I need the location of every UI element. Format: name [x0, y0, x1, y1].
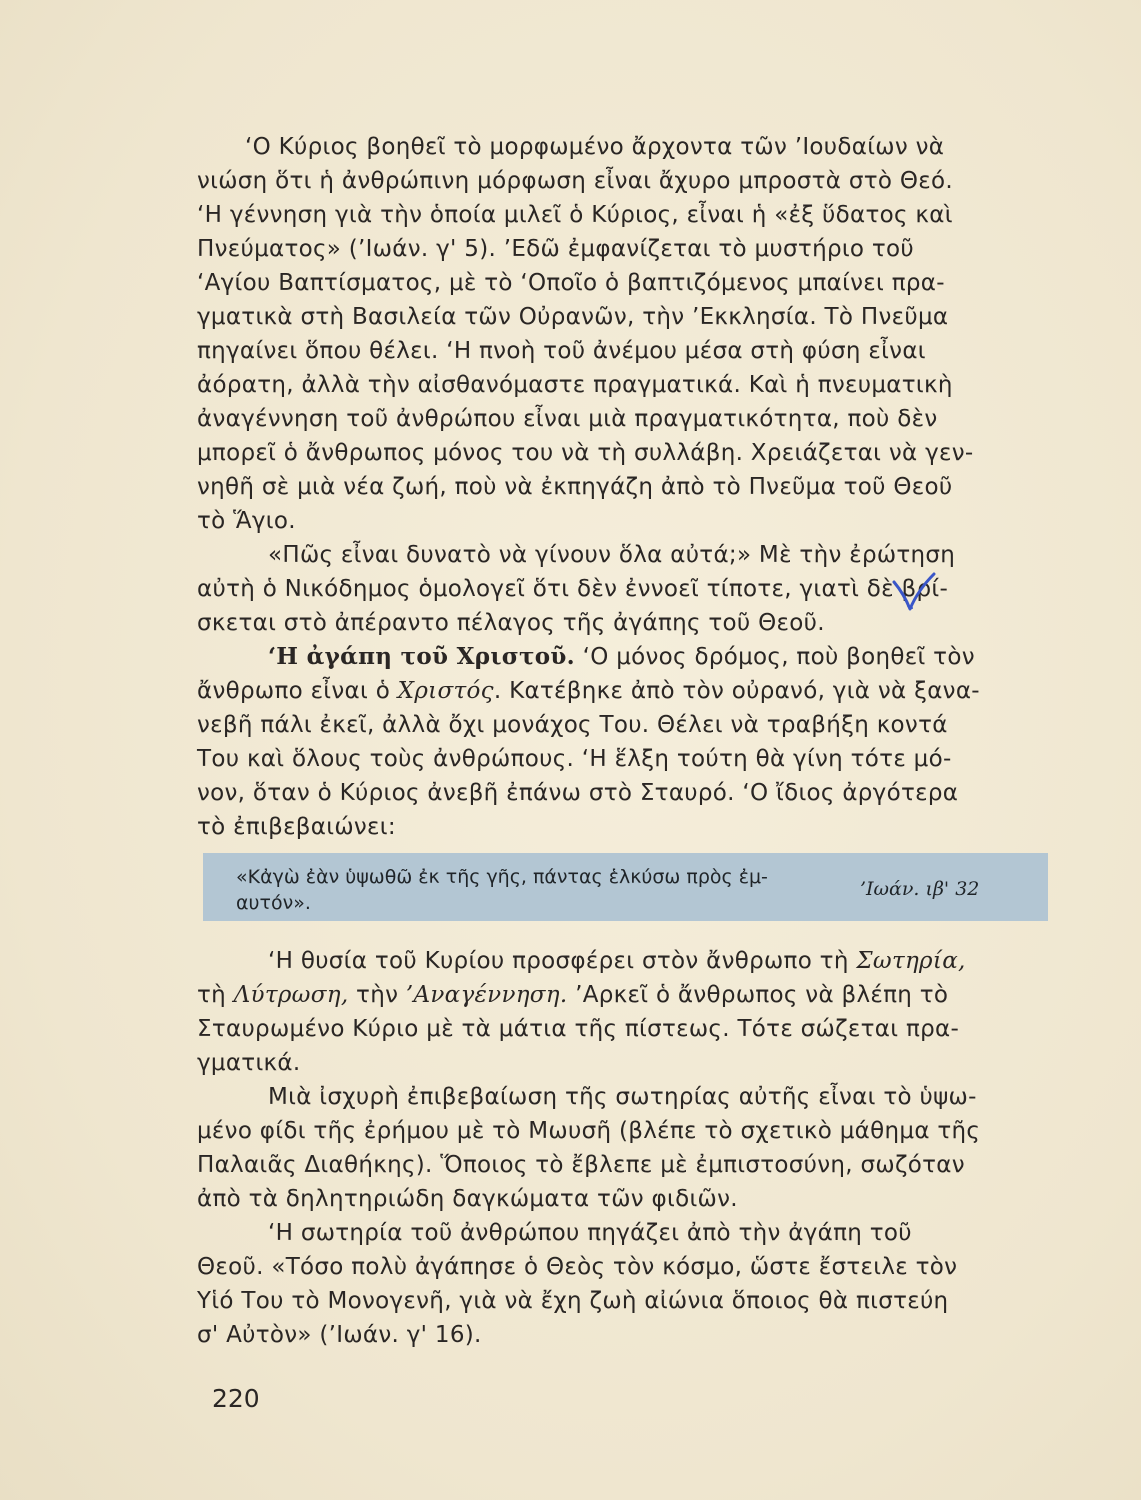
body-line: τὸ ἐπιβεβαιώνει: — [197, 814, 396, 840]
body-line: αὐτὴ ὁ Νικόδημος ὁμολογεῖ ὅτι δὲν ἐννοεῖ τίποτε, γιατὶ δὲ βρί- — [197, 576, 949, 602]
body-line: ‘Ο Κύριος βοηθεῖ τὸ μορφωμένο ἄρχοντα τῶν ’Ιουδαίων νὰ — [245, 134, 945, 160]
body-line: ‘Αγίου Βαπτίσματος, μὲ τὸ ‘Οποῖο ὁ βαπτιζόμενος μπαίνει πρα- — [197, 270, 945, 296]
quote-line: «Κἀγὼ ἐὰν ὑψωθῶ ἐκ τῆς γῆς, πάντας ἑλκύσω πρὸς ἐμ- — [236, 866, 768, 888]
body-line: μπορεῖ ὁ ἄνθρωπος μόνος του νὰ τὴ συλλάβη. Χρειάζεται νὰ γεν- — [197, 440, 974, 466]
body-text: . Κατέβηκε ἀπὸ τὸν οὐρανό, γιὰ νὰ ξανα- — [493, 678, 980, 704]
body-line: τὸ Ἅγιο. — [197, 508, 296, 534]
body-line: μένο φίδι τῆς ἐρήμου μὲ τὸ Μωυσῆ (βλέπε τὸ σχετικὸ μάθημα τῆς — [197, 1118, 981, 1144]
emphasis-text: Λύτρωση, — [233, 982, 349, 1008]
body-line — [268, 944, 1037, 978]
body-line — [197, 978, 1037, 1012]
body-text: ἄνθρωπο εἶναι ὁ — [197, 678, 398, 704]
body-line: «Πῶς εἶναι δυνατὸ νὰ γίνουν ὅλα αὐτά;» Μὲ τὴν ἐρώτηση — [268, 542, 956, 568]
emphasis-text: ’Αναγέννηση. — [405, 982, 568, 1008]
body-line: νεβῆ πάλι ἐκεῖ, ἀλλὰ ὄχι μονάχος Του. Θέλει νὰ τραβήξη κοντά — [197, 712, 948, 738]
body-text: ‘Η θυσία τοῦ Κυρίου προσφέρει στὸν ἄνθρωπο τὴ — [268, 948, 857, 974]
body-line: Πνεύματος» (’Ιωάν. γ' 5). ’Εδῶ ἐμφανίζεται τὸ μυστήριο τοῦ — [197, 236, 915, 262]
emphasis-text: Σωτηρία, — [856, 948, 966, 974]
body-line: ‘Η σωτηρία τοῦ ἀνθρώπου πηγάζει ἀπὸ τὴν ἀγάπη τοῦ — [268, 1220, 912, 1246]
body-line: Θεοῦ. «Τόσο πολὺ ἀγάπησε ὁ Θεὸς τὸν κόσμο, ὥστε ἔστειλε τὸν — [197, 1254, 958, 1280]
body-line: νον, ὅταν ὁ Κύριος ἀνεβῆ ἐπάνω στὸ Σταυρό. ‘Ο ἴδιος ἀργότερα — [197, 780, 959, 806]
body-line — [197, 674, 1037, 708]
body-line: Μιὰ ἰσχυρὴ ἐπιβεβαίωση τῆς σωτηρίας αὐτῆς εἶναι τὸ ὑψω- — [268, 1084, 977, 1110]
body-line: νηθῆ σὲ μιὰ νέα ζωή, ποὺ νὰ ἐκπηγάζη ἀπὸ τὸ Πνεῦμα τοῦ Θεοῦ — [197, 474, 953, 500]
body-line: ἀναγέννηση τοῦ ἀνθρώπου εἶναι μιὰ πραγματικότητα, ποὺ δὲν — [197, 406, 938, 432]
body-text: ‘Ο μόνος δρόμος, ποὺ βοηθεῖ τὸν — [574, 644, 975, 670]
body-line: πηγαίνει ὅπου θέλει. ‘Η πνοὴ τοῦ ἀνέμου μέσα στὴ φύση εἶναι — [197, 338, 926, 364]
body-line: Του καὶ ὅλους τοὺς ἀνθρώπους. ‘Η ἕλξη τούτη θὰ γίνη τότε μό- — [197, 746, 952, 772]
body-line: γματικά. — [197, 1050, 301, 1076]
body-line: γματικὰ στὴ Βασιλεία τῶν Οὐρανῶν, τὴν ’Εκκλησία. Τὸ Πνεῦμα — [197, 304, 949, 330]
body-line: νιώση ὅτι ἡ ἀνθρώπινη μόρφωση εἶναι ἄχυρο μπροστὰ στὸ Θεό. — [197, 168, 953, 194]
quote-reference: ’Ιωάν. ιβ' 32 — [860, 878, 980, 900]
body-text: τὴν — [348, 982, 406, 1008]
quote-line: αυτόν». — [236, 892, 311, 914]
body-line: ‘Η γέννηση γιὰ τὴν ὁποία μιλεῖ ὁ Κύριος, εἶναι ἡ «ἐξ ὕδατος καὶ — [197, 202, 953, 228]
emphasis-text: Χριστός — [397, 678, 494, 704]
page-number: 220 — [212, 1384, 260, 1413]
body-line: Παλαιᾶς Διαθήκης). Ὅποιος τὸ ἔβλεπε μὲ ἐμπιστοσύνη, σωζόταν — [197, 1152, 965, 1178]
section-heading: ‘Η ἀγάπη τοῦ Χριστοῦ. — [268, 643, 575, 670]
body-line: σ' Αὐτὸν» (’Ιωάν. γ' 16). — [197, 1322, 482, 1348]
body-line: Υἱό Του τὸ Μονογενῆ, γιὰ νὰ ἔχη ζωὴ αἰώνια ὅποιος θὰ πιστεύη — [197, 1288, 949, 1314]
body-line: σκεται στὸ ἀπέραντο πέλαγος τῆς ἀγάπης τοῦ Θεοῦ. — [197, 610, 825, 636]
body-text: τὴ — [197, 982, 234, 1008]
handwritten-check-mark — [890, 572, 938, 612]
body-line: ἀόρατη, ἀλλὰ τὴν αἰσθανόμαστε πραγματικά. Καὶ ἡ πνευματικὴ — [197, 372, 953, 398]
body-line — [268, 640, 1037, 674]
body-line: Σταυρωμένο Κύριο μὲ τὰ μάτια τῆς πίστεως. Τότε σώζεται πρα- — [197, 1016, 960, 1042]
body-line: ἀπὸ τὰ δηλητηριώδη δαγκώματα τῶν φιδιῶν. — [197, 1186, 738, 1212]
body-text: ’Αρκεῖ ὁ ἄνθρωπος νὰ βλέπη τὸ — [567, 982, 949, 1008]
